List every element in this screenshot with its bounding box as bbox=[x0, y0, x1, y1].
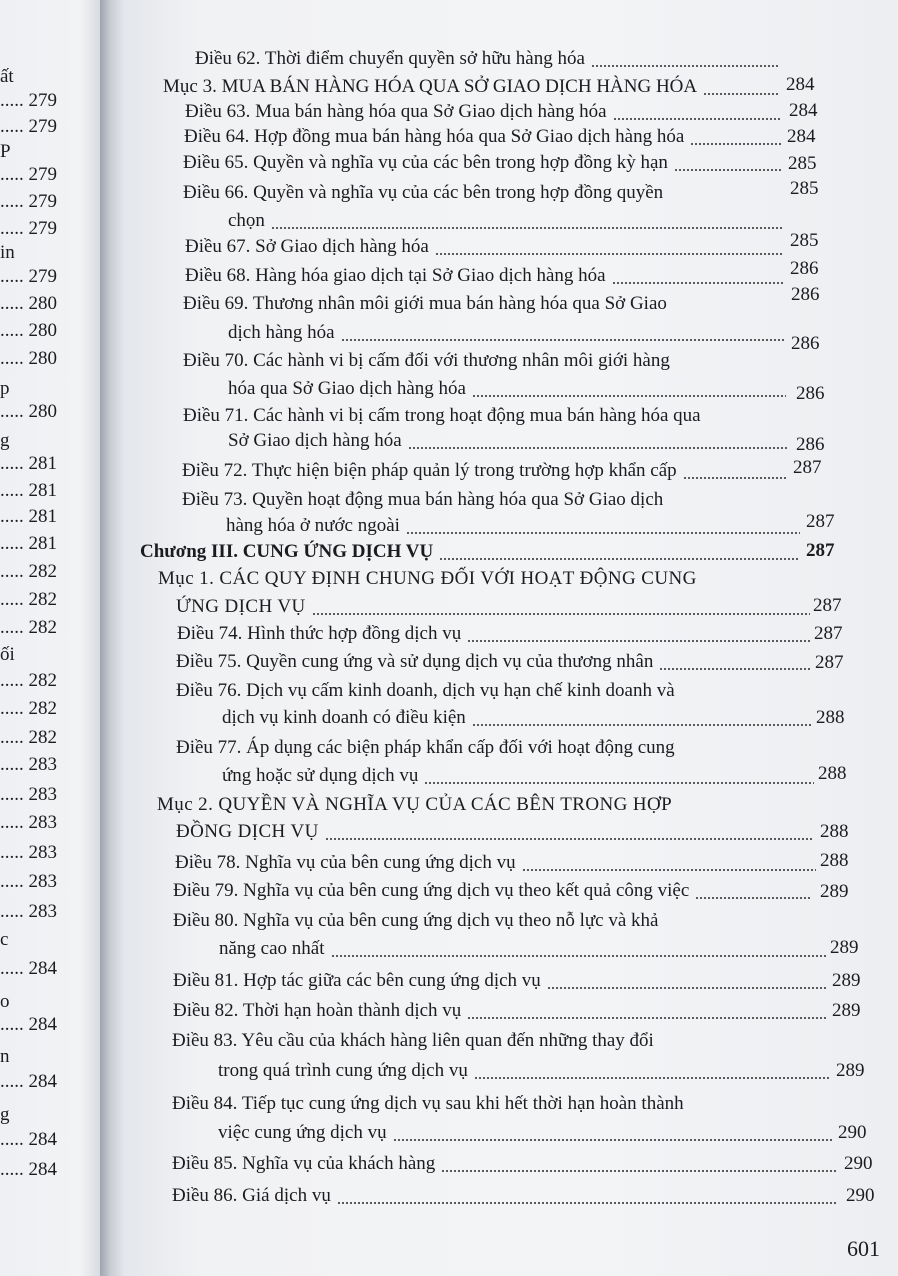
toc-entry-title: Điều 80. Nghĩa vụ của bên cung ứng dịch vụ theo nỗ lực và khả bbox=[173, 910, 659, 931]
toc-entry-title: Chương III. CUNG ỨNG DỊCH VỤ bbox=[140, 541, 434, 562]
toc-entry-title: Điều 74. Hình thức hợp đồng dịch vụ bbox=[177, 623, 462, 644]
left-page-fragment: ..... 279 bbox=[0, 218, 57, 239]
toc-entry-line bbox=[182, 460, 677, 482]
toc-entry-title: Điều 81. Hợp tác giữa các bên cung ứng dịch vụ bbox=[173, 970, 541, 991]
toc-entry-line bbox=[222, 707, 466, 729]
toc-page-number: 287 bbox=[793, 457, 822, 478]
toc-dot-leader bbox=[312, 613, 810, 615]
toc-entry-line bbox=[163, 76, 697, 98]
toc-entry-line bbox=[157, 794, 672, 816]
toc-page-number: 286 bbox=[791, 333, 820, 354]
left-page-fragment: ..... 279 bbox=[0, 116, 57, 137]
left-page-fragment: P bbox=[0, 141, 11, 162]
left-page-fragment: ..... 282 bbox=[0, 698, 57, 719]
left-page-fragment: ..... 283 bbox=[0, 901, 57, 922]
toc-page-number: 288 bbox=[820, 850, 849, 871]
toc-page-number: 288 bbox=[820, 821, 849, 842]
toc-entry-title: hóa qua Sở Giao dịch hàng hóa bbox=[228, 378, 466, 399]
toc-entry-title: Điều 83. Yêu cầu của khách hàng liên quan đến những thay đổi bbox=[172, 1030, 654, 1051]
toc-entry-title: Điều 62. Thời điểm chuyển quyền sở hữu hàng hóa bbox=[195, 48, 585, 69]
toc-page-number: 286 bbox=[796, 434, 825, 455]
toc-page-number: 290 bbox=[838, 1122, 867, 1143]
toc-entry-title: Điều 68. Hàng hóa giao dịch tại Sở Giao dịch hàng hóa bbox=[185, 265, 606, 286]
toc-entry-line bbox=[176, 680, 675, 702]
left-page-fragment: c bbox=[0, 929, 9, 950]
toc-entry-title: hàng hóa ở nước ngoài bbox=[226, 515, 400, 536]
left-page-fragment: ..... 280 bbox=[0, 401, 57, 422]
toc-entry-line bbox=[226, 515, 400, 537]
toc-entry-line bbox=[183, 152, 668, 174]
toc-entry-title: Mục 2. QUYỀN VÀ NGHĨA VỤ CỦA CÁC BÊN TRONG HỢP bbox=[157, 794, 673, 815]
toc-page-number: 288 bbox=[816, 707, 845, 728]
toc-entry-line bbox=[228, 378, 466, 400]
toc-dot-leader bbox=[439, 558, 800, 560]
toc-page-number: 290 bbox=[846, 1185, 875, 1206]
toc-entry-title: Điều 72. Thực hiện biện pháp quản lý trong trường hợp khẩn cấp bbox=[182, 460, 677, 481]
toc-entry-title: ĐỒNG DỊCH VỤ bbox=[176, 821, 319, 842]
toc-entry-line bbox=[172, 1153, 435, 1175]
toc-dot-leader bbox=[522, 869, 816, 871]
left-page-fragment: ..... 281 bbox=[0, 533, 57, 554]
toc-page-number: 290 bbox=[844, 1153, 873, 1174]
left-page-fragment: ..... 283 bbox=[0, 842, 57, 863]
left-page-fragment: ối bbox=[0, 644, 15, 665]
toc-page-number: 286 bbox=[790, 258, 819, 279]
toc-dot-leader bbox=[612, 282, 784, 284]
toc-entry-line bbox=[176, 596, 306, 618]
toc-entry-line bbox=[185, 236, 429, 258]
toc-dot-leader bbox=[331, 955, 826, 957]
toc-page-number: 284 bbox=[787, 126, 816, 147]
left-page-fragment: in bbox=[0, 242, 15, 263]
toc-page-number: 285 bbox=[790, 230, 819, 251]
toc-page-number: 286 bbox=[791, 284, 820, 305]
toc-entry-title: Điều 69. Thương nhân môi giới mua bán hàng hóa qua Sở Giao bbox=[183, 293, 667, 314]
left-page-fragment: o bbox=[0, 991, 10, 1012]
toc-entry-line bbox=[184, 126, 684, 148]
toc-page-number: 285 bbox=[790, 178, 819, 199]
toc-entry-title: Điều 75. Quyền cung ứng và sử dụng dịch vụ của thương nhân bbox=[176, 651, 654, 672]
toc-dot-leader bbox=[467, 1017, 826, 1019]
left-page-fragment: ..... 283 bbox=[0, 812, 57, 833]
left-page-fragment: ..... 279 bbox=[0, 90, 57, 111]
toc-dot-leader bbox=[472, 724, 812, 726]
toc-entry-line bbox=[183, 293, 667, 315]
book-gutter bbox=[100, 0, 124, 1276]
toc-entry-line bbox=[183, 350, 670, 372]
toc-entry-line bbox=[228, 322, 335, 344]
toc-dot-leader bbox=[441, 1170, 836, 1172]
toc-dot-leader bbox=[674, 169, 782, 171]
left-page-fragment: ..... 282 bbox=[0, 670, 57, 691]
toc-dot-leader bbox=[659, 668, 810, 670]
toc-entry-title: việc cung ứng dịch vụ bbox=[218, 1122, 387, 1143]
toc-dot-leader bbox=[591, 65, 780, 67]
left-page-fragment: ..... 280 bbox=[0, 348, 57, 369]
toc-dot-leader bbox=[474, 1077, 830, 1079]
toc-page-number: 286 bbox=[796, 383, 825, 404]
toc-page-number: 289 bbox=[830, 937, 859, 958]
toc-entry-line bbox=[173, 1000, 461, 1022]
toc-dot-leader bbox=[337, 1202, 838, 1204]
left-page-fragment: ..... 282 bbox=[0, 617, 57, 638]
toc-entry-line bbox=[183, 405, 701, 427]
toc-entry-line bbox=[185, 101, 607, 123]
toc-page-number: 287 bbox=[806, 511, 835, 532]
left-page-fragment: ..... 282 bbox=[0, 561, 57, 582]
toc-page-number: 289 bbox=[836, 1060, 865, 1081]
toc-entry-line bbox=[176, 821, 319, 843]
left-page-fragment: ..... 279 bbox=[0, 164, 57, 185]
toc-dot-leader bbox=[547, 987, 826, 989]
left-page-fragment: ..... 282 bbox=[0, 727, 57, 748]
toc-entry-line bbox=[185, 265, 606, 287]
toc-entry-line bbox=[172, 1185, 331, 1207]
toc-entry-title: Điều 82. Thời hạn hoàn thành dịch vụ bbox=[173, 1000, 462, 1021]
toc-page-number: 284 bbox=[789, 100, 818, 121]
toc-entry-line bbox=[173, 880, 689, 902]
toc-dot-leader bbox=[341, 339, 786, 341]
left-page-fragment: ..... 281 bbox=[0, 506, 57, 527]
toc-dot-leader bbox=[472, 395, 786, 397]
left-page-edge bbox=[0, 0, 100, 1276]
toc-page-number: 289 bbox=[832, 1000, 861, 1021]
toc-entry-title: trong quá trình cung ứng dịch vụ bbox=[218, 1060, 468, 1081]
toc-entry-line bbox=[173, 910, 658, 932]
left-page-fragment: ..... 279 bbox=[0, 191, 57, 212]
left-page-fragment: p bbox=[0, 378, 10, 399]
left-page-fragment: ..... 284 bbox=[0, 958, 57, 979]
toc-dot-leader bbox=[467, 640, 810, 642]
toc-entry-line bbox=[182, 489, 663, 511]
left-page-fragment: ..... 282 bbox=[0, 589, 57, 610]
left-page-fragment: ..... 281 bbox=[0, 480, 57, 501]
toc-entry-title: Điều 76. Dịch vụ cấm kinh doanh, dịch vụ hạn chế kinh doanh và bbox=[176, 680, 675, 701]
left-page-fragment: ..... 284 bbox=[0, 1014, 57, 1035]
toc-page-number: 287 bbox=[806, 540, 835, 561]
left-page-fragment: n bbox=[0, 1046, 10, 1067]
toc-entry-line bbox=[218, 1060, 468, 1082]
toc-page-number: 285 bbox=[788, 153, 817, 174]
left-page-fragment: ..... 280 bbox=[0, 293, 57, 314]
left-page-fragment: ..... 280 bbox=[0, 320, 57, 341]
toc-entry-title: Điều 66. Quyền và nghĩa vụ của các bên trong hợp đồng quyền bbox=[183, 182, 664, 203]
toc-entry-title: Điều 63. Mua bán hàng hóa qua Sở Giao dịch hàng hóa bbox=[185, 101, 607, 122]
toc-entry-title: Điều 64. Hợp đồng mua bán hàng hóa qua Sở Giao dịch hàng hóa bbox=[184, 126, 685, 147]
toc-entry-title: Điều 78. Nghĩa vụ của bên cung ứng dịch vụ bbox=[175, 852, 516, 873]
toc-dot-leader bbox=[325, 838, 814, 840]
toc-entry-title: Điều 79. Nghĩa vụ của bên cung ứng dịch vụ theo kết quả công việc bbox=[173, 880, 690, 901]
toc-entry-title: Điều 70. Các hành vi bị cấm đối với thương nhân môi giới hàng bbox=[183, 350, 670, 371]
left-page-fragment: ất bbox=[0, 66, 14, 87]
left-page-fragment: ..... 279 bbox=[0, 266, 57, 287]
toc-entry-title: chọn bbox=[228, 210, 265, 231]
toc-dot-leader bbox=[695, 897, 810, 899]
left-page-fragment: g bbox=[0, 1104, 10, 1125]
toc-dot-leader bbox=[703, 93, 780, 95]
toc-page-number: 288 bbox=[818, 763, 847, 784]
toc-entry-title: ứng hoặc sử dụng dịch vụ bbox=[222, 765, 419, 786]
toc-page-number: 289 bbox=[832, 970, 861, 991]
toc-page-number: 287 bbox=[813, 595, 842, 616]
toc-entry-title: Mục 1. CÁC QUY ĐỊNH CHUNG ĐỐI VỚI HOẠT ĐỘNG CUNG bbox=[158, 568, 697, 589]
toc-page-number: 284 bbox=[786, 74, 815, 95]
toc-dot-leader bbox=[683, 477, 788, 479]
toc-dot-leader bbox=[393, 1139, 834, 1141]
toc-entry-title: Điều 77. Áp dụng các biện pháp khẩn cấp đối với hoạt động cung bbox=[176, 737, 675, 758]
toc-dot-leader bbox=[271, 227, 782, 229]
toc-entry-title: Điều 71. Các hành vi bị cấm trong hoạt động mua bán hàng hóa qua bbox=[183, 405, 701, 426]
left-page-fragment: ..... 281 bbox=[0, 453, 57, 474]
toc-entry-line bbox=[172, 1030, 654, 1052]
toc-entry-line bbox=[177, 623, 461, 645]
toc-entry-line bbox=[175, 852, 516, 874]
toc-entry-line bbox=[173, 970, 541, 992]
toc-dot-leader bbox=[690, 143, 782, 145]
toc-entry-line bbox=[218, 1122, 387, 1144]
toc-entry-line bbox=[176, 651, 653, 673]
toc-entry-title: ỨNG DỊCH VỤ bbox=[176, 596, 306, 617]
left-page-fragment: ..... 283 bbox=[0, 871, 57, 892]
page-number: 601 bbox=[847, 1236, 880, 1261]
left-page-fragment: ..... 284 bbox=[0, 1129, 57, 1150]
toc-entry-title: dịch vụ kinh doanh có điều kiện bbox=[222, 707, 466, 728]
toc-entry-line bbox=[195, 48, 585, 70]
toc-entry-title: Điều 84. Tiếp tục cung ứng dịch vụ sau khi hết thời hạn hoàn thành bbox=[172, 1093, 684, 1114]
toc-entry-line bbox=[222, 765, 418, 787]
toc-entry-line bbox=[172, 1093, 684, 1115]
toc-entry-line bbox=[140, 541, 433, 563]
left-page-fragment: ..... 283 bbox=[0, 784, 57, 805]
toc-entry-title: Điều 65. Quyền và nghĩa vụ của các bên trong hợp đồng kỳ hạn bbox=[183, 152, 668, 173]
toc-entry-title: dịch hàng hóa bbox=[228, 322, 335, 343]
toc-dot-leader bbox=[435, 253, 784, 255]
left-page-fragment: ..... 283 bbox=[0, 754, 57, 775]
toc-entry-title: Điều 67. Sở Giao dịch hàng hóa bbox=[185, 236, 429, 257]
toc-entry-line bbox=[219, 938, 325, 960]
toc-page-number: 287 bbox=[814, 623, 843, 644]
toc-entry-line bbox=[158, 568, 697, 590]
left-page-fragment: ..... 284 bbox=[0, 1159, 57, 1180]
toc-entry-title: Điều 85. Nghĩa vụ của khách hàng bbox=[172, 1153, 436, 1174]
toc-entry-title: Mục 3. MUA BÁN HÀNG HÓA QUA SỞ GIAO DỊCH HÀNG HÓA bbox=[163, 76, 698, 97]
toc-entry-title: năng cao nhất bbox=[219, 938, 325, 959]
toc-entry-line bbox=[176, 737, 675, 759]
toc-entry-title: Điều 73. Quyền hoạt động mua bán hàng hóa qua Sở Giao dịch bbox=[182, 489, 664, 510]
toc-page-number: 287 bbox=[815, 652, 844, 673]
toc-page-number: 289 bbox=[820, 881, 849, 902]
toc-entry-line bbox=[228, 430, 402, 452]
toc-entry-title: Sở Giao dịch hàng hóa bbox=[228, 430, 402, 451]
toc-entry-line bbox=[183, 182, 663, 204]
toc-dot-leader bbox=[408, 447, 788, 449]
toc-dot-leader bbox=[406, 532, 800, 534]
toc-entry-line bbox=[228, 210, 265, 232]
left-page-fragment: g bbox=[0, 430, 10, 451]
left-page-fragment: ..... 284 bbox=[0, 1071, 57, 1092]
toc-dot-leader bbox=[424, 782, 814, 784]
toc-dot-leader bbox=[613, 118, 782, 120]
toc-entry-title: Điều 86. Giá dịch vụ bbox=[172, 1185, 331, 1206]
